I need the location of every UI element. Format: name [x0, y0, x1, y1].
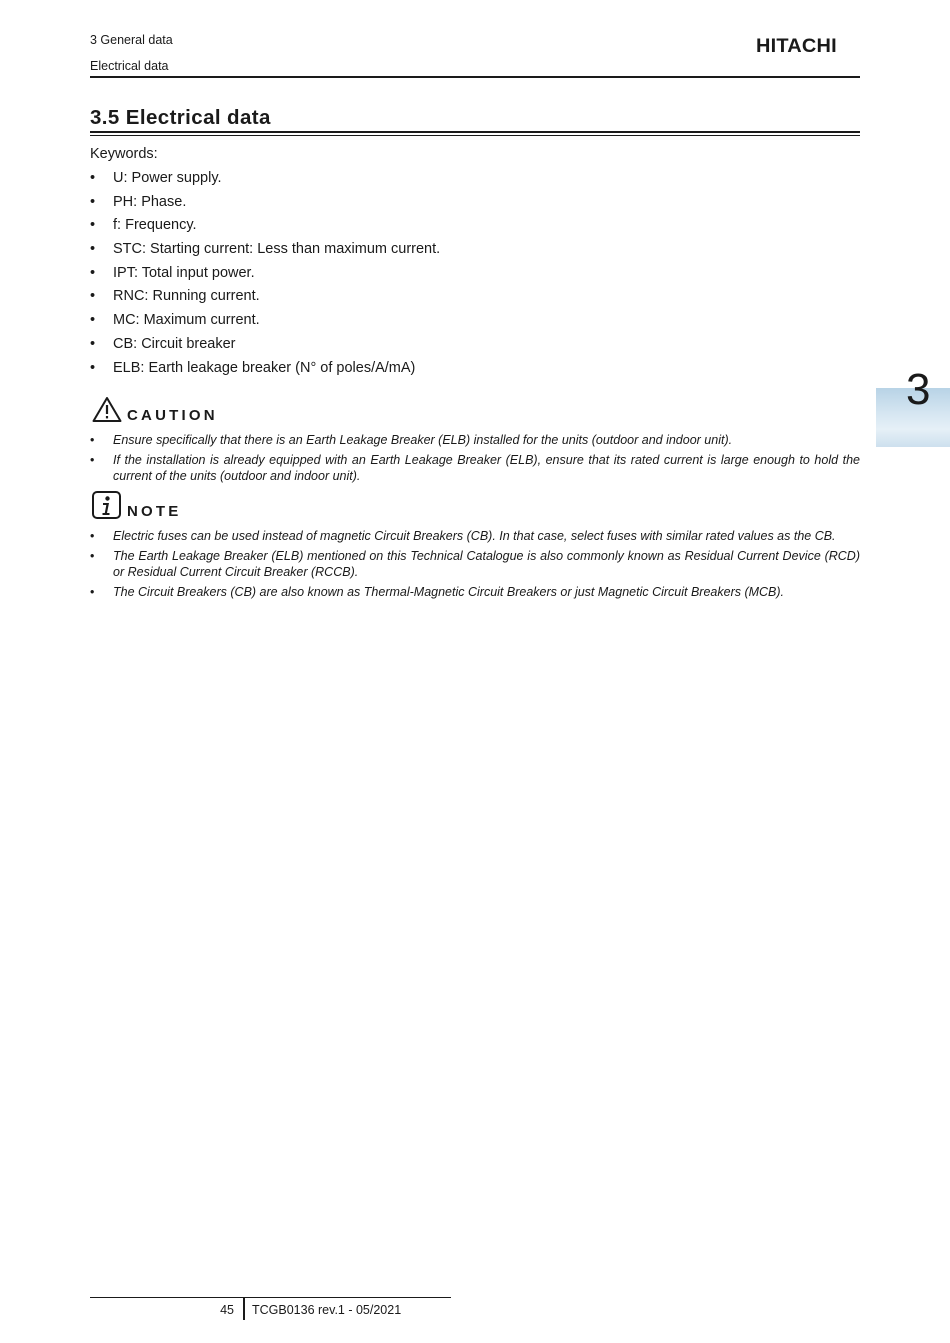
page-number: 45 — [220, 1303, 234, 1317]
bullet: • — [90, 312, 96, 329]
note-title: NOTE — [127, 503, 182, 520]
note-item: • The Circuit Breakers (CB) are also known as Thermal-Magnetic Circuit Breakers or just Magnetic Circuit Breakers (MCB). — [90, 584, 785, 599]
keyword-item: • CB: Circuit breaker — [90, 335, 236, 352]
brand-logo: HITACHI — [756, 36, 837, 57]
caution-list — [90, 433, 860, 489]
caution-title: CAUTION — [127, 407, 218, 424]
keyword-item: • PH: Phase. — [90, 193, 187, 210]
note-list — [90, 529, 860, 605]
bullet: • — [90, 335, 96, 352]
keywords-label: Keywords: — [90, 146, 158, 162]
bullet: • — [90, 170, 96, 186]
section-rule — [90, 131, 860, 133]
section-rule-thin — [90, 135, 860, 136]
keyword-item: • IPT: Total input power. — [90, 264, 255, 281]
bullet: • — [90, 217, 96, 234]
section-title: 3.5 Electrical data — [90, 106, 271, 129]
header-rule — [90, 76, 860, 78]
bullet: • — [90, 549, 95, 563]
chapter-tab-number: 3 — [906, 365, 931, 414]
header-section: Electrical data — [90, 59, 169, 73]
keyword-item: • ELB: Earth leakage breaker (N° of poles/A/mA) — [90, 359, 416, 376]
caution-item: • If the installation is already equipped with an Earth Leakage Breaker (ELB), ensure that its rated current is large enough to hold the current of the units (outdoor and indoor unit). — [90, 453, 860, 483]
info-icon — [92, 491, 121, 524]
bullet: • — [90, 529, 95, 543]
note-item: • Electric fuses can be used instead of magnetic Circuit Breakers (CB). In that case, select fuses with similar rated values as the CB. — [90, 529, 836, 543]
keyword-item: • f: Frequency. — [90, 217, 197, 234]
bullet: • — [90, 241, 96, 258]
keywords-list — [90, 170, 440, 383]
warning-triangle-icon — [92, 396, 122, 428]
document-code: TCGB0136 rev.1 - 05/2021 — [252, 1303, 402, 1317]
footer-rule — [90, 1297, 451, 1298]
bullet: • — [90, 264, 96, 281]
bullet: • — [90, 433, 95, 447]
footer-divider — [243, 1298, 245, 1320]
bullet: • — [90, 288, 96, 305]
bullet: • — [90, 584, 95, 599]
bullet: • — [90, 359, 96, 376]
bullet: • — [90, 193, 96, 210]
keyword-item: • U: Power supply. — [90, 170, 222, 186]
bullet: • — [90, 453, 95, 467]
header-chapter: 3 General data — [90, 33, 173, 47]
keyword-item: • MC: Maximum current. — [90, 312, 260, 329]
note-item: • The Earth Leakage Breaker (ELB) mentioned on this Technical Catalogue is also commonly known as Residual Current Device (RCD) or Residual Current Circuit Breaker (RCCB). — [90, 549, 860, 579]
caution-item: • Ensure specifically that there is an Earth Leakage Breaker (ELB) installed for the units (outdoor and indoor unit). — [90, 433, 733, 447]
keyword-item: • STC: Starting current: Less than maximum current. — [90, 241, 441, 258]
keyword-item: • RNC: Running current. — [90, 288, 260, 305]
